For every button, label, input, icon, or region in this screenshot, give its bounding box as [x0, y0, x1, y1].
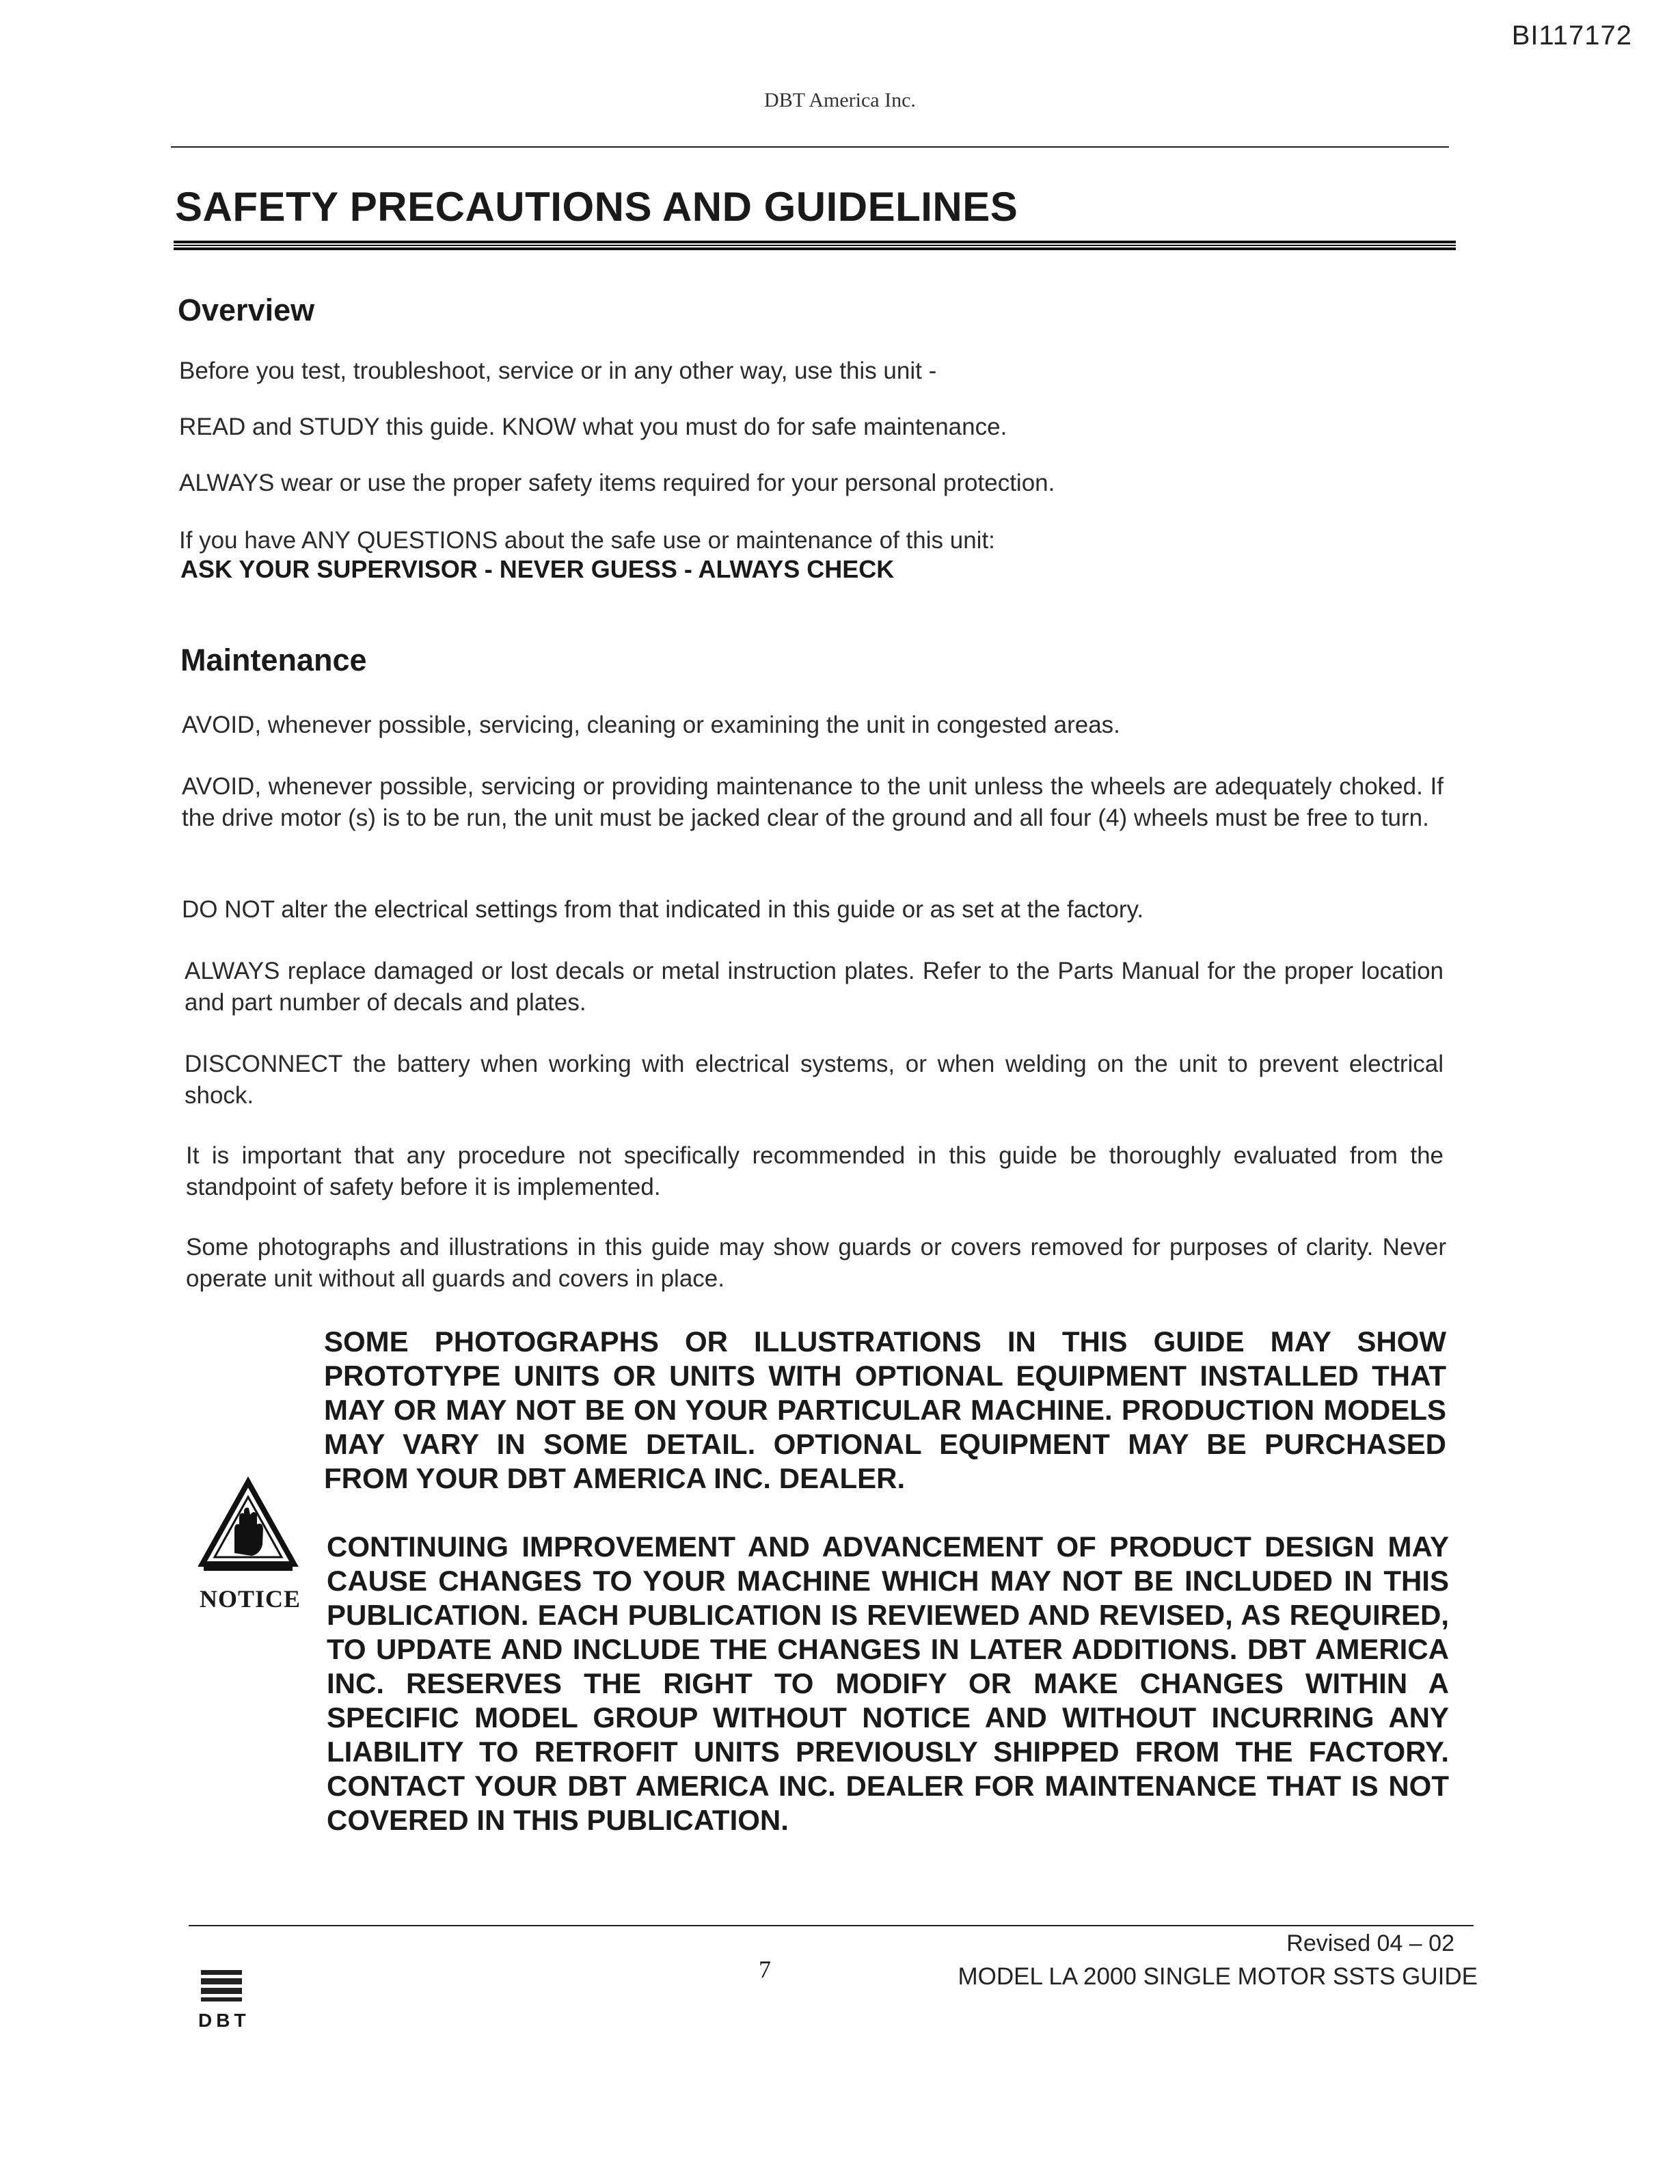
company-header: DBT America Inc. [764, 89, 916, 111]
model-guide-title: MODEL LA 2000 SINGLE MOTOR SSTS GUIDE [958, 1963, 1478, 1990]
overview-paragraph: Before you test, troubleshoot, service or in any other way, use this unit - [179, 358, 937, 384]
overview-heading: Overview [178, 293, 315, 327]
maintenance-item: DO NOT alter the electrical settings from that indicated in this guide or as set at the factory. [182, 896, 1144, 923]
header-rule [171, 146, 1449, 148]
notice-warning-triangle-icon [197, 1477, 299, 1576]
maintenance-item: It is important that any procedure not specifically recommended in this guide be thoroughly evaluated from the standpoint of safety before it is implemented. [186, 1142, 1444, 1200]
overview-paragraph: If you have ANY QUESTIONS about the safe use or maintenance of this unit: [179, 527, 995, 554]
notice-text-prototype: SOME PHOTOGRAPHS OR ILLUSTRATIONS IN THIS GUIDE MAY SHOW PROTOTYPE UNITS OR UNITS WITH OPTIONAL EQUIPMENT INSTALLED THAT MAY OR MAY NOT BE ON YOUR PARTICULAR MACHINE. PRODUCTION MODELS MAY VARY IN SOME DETAIL. OPTIONAL EQUIPMENT MAY BE PURCHASED FROM YOUR DBT AMERICA INC. DEALER. [324, 1325, 1446, 1494]
page-title: SAFETY PRECAUTIONS AND GUIDELINES [175, 184, 1018, 230]
footer-rule [189, 1925, 1474, 1926]
revision-date: Revised 04 – 02 [1286, 1930, 1454, 1956]
title-rule-inner [174, 245, 1456, 246]
overview-paragraph: READ and STUDY this guide. KNOW what you must do for safe maintenance. [179, 414, 1007, 440]
overview-paragraph: ALWAYS wear or use the proper safety items required for your personal protection. [179, 470, 1055, 496]
maintenance-heading: Maintenance [180, 643, 367, 677]
maintenance-item: DISCONNECT the battery when working with electrical systems, or when welding on the unit to prevent electrical shock. [185, 1051, 1444, 1109]
notice-label: NOTICE [200, 1585, 301, 1613]
page-number: 7 [759, 1956, 771, 1983]
notice-text-improvement: CONTINUING IMPROVEMENT AND ADVANCEMENT OF PRODUCT DESIGN MAY CAUSE CHANGES TO YOUR MACHINE WHICH MAY NOT BE INCLUDED IN THIS PUBLICATION. EACH PUBLICATION IS REVIEWED AND REVISED, AS REQUIRED, TO UPDATE AND INCLUDE THE CHANGES IN LATER ADDITIONS. DBT AMERICA INC. RESERVES THE RIGHT TO MODIFY OR MAKE CHANGES WITHIN A SPECIFIC MODEL GROUP WITHOUT NOTICE AND WITHOUT INCURRING ANY LIABILITY TO RETROFIT UNITS PREVIOUSLY SHIPPED FROM THE FACTORY. CONTACT YOUR DBT AMERICA INC. DEALER FOR MAINTENANCE THAT IS NOT COVERED IN THIS PUBLICATION. [327, 1531, 1449, 1836]
document-id: BI117172 [1511, 21, 1632, 51]
dbt-logo-text: DBT [198, 2010, 250, 2031]
maintenance-item: ALWAYS replace damaged or lost decals or metal instruction plates. Refer to the Parts Manual for the proper location and part number of decals and plates. [185, 958, 1444, 1016]
maintenance-item: AVOID, whenever possible, servicing or providing maintenance to the unit unless the wheels are adequately choked. If the drive motor (s) is to be run, the unit must be jacked clear of the ground and all four (4) wheels must be free to turn. [182, 773, 1444, 831]
supervisor-warning: ASK YOUR SUPERVISOR - NEVER GUESS - ALWAYS CHECK [180, 555, 895, 583]
maintenance-item: Some photographs and illustrations in this guide may show guards or covers removed for purposes of clarity. Never operate unit without all guards and covers in place. [186, 1234, 1446, 1292]
maintenance-item: AVOID, whenever possible, servicing, cleaning or examining the unit in congested areas. [182, 712, 1120, 738]
dbt-logo-icon [198, 1969, 246, 2006]
